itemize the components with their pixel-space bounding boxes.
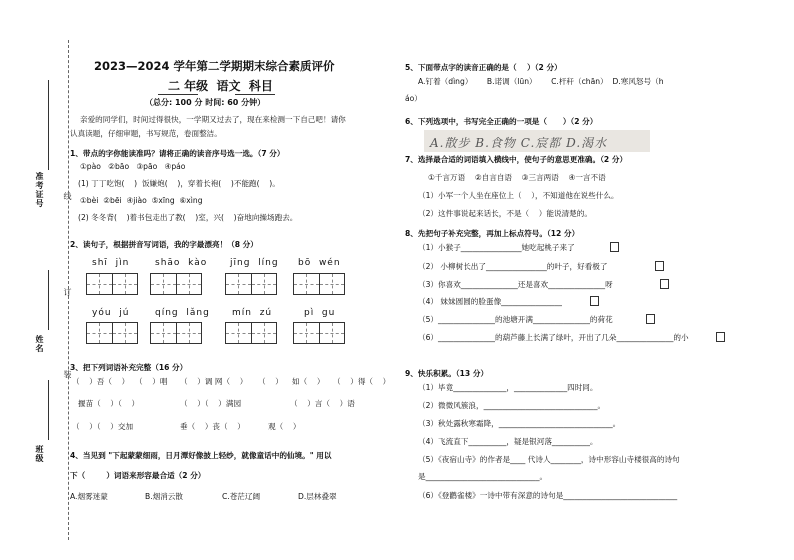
- q9-line[interactable]: 是______________________________。: [418, 472, 548, 481]
- writing-grid[interactable]: [293, 273, 345, 295]
- pinyin-8: pì gu: [304, 308, 336, 318]
- subject-underline: [235, 94, 275, 95]
- q1-title: 1、带点的字你能读准吗？请将正确的读音序号选一选。（7 分）: [70, 149, 285, 158]
- q3-item[interactable]: （ ）唱: [135, 377, 168, 386]
- writing-grid[interactable]: [86, 322, 138, 344]
- q4-line-1: 4、当见到 "下起蒙蒙细雨，日月潭好像披上轻纱，就像童话中的仙境。" 用以: [70, 451, 332, 460]
- bind-label-ding: 订: [63, 288, 72, 297]
- q5-title: 5、下面带点字的读音正确的是（ ）（2 分）: [405, 63, 562, 72]
- name-write-line[interactable]: [48, 270, 49, 330]
- grade-subject-line: 二 年级 语文 科目: [168, 79, 273, 93]
- q1-line-2: ①bèi ②bēi ④jiào ⑤xīng ⑥xìng: [80, 196, 203, 205]
- q4-option-a[interactable]: A.烟雾迷蒙: [70, 492, 108, 501]
- writing-grid[interactable]: [150, 322, 202, 344]
- writing-grid[interactable]: [86, 273, 138, 295]
- q6-title: 6、下列选项中，书写完全正确的一项是（ ）（2 分）: [405, 117, 598, 126]
- q3-item[interactable]: （ ）吾（ ）: [72, 377, 130, 386]
- intro-line-1: 亲爱的同学们，时间过得很快，一学期又过去了，现在来检测一下自己吧！请你: [80, 115, 346, 124]
- q8-line[interactable]: （2） 小柳树长出了________________的叶子，好看极了: [418, 262, 608, 271]
- class-label: 班级: [35, 445, 44, 463]
- q8-line[interactable]: （1）小猴子________________她吃起桃子来了: [418, 243, 575, 252]
- q9-line[interactable]: （3）秋处露秋寒霜降，______________________________。: [418, 419, 621, 428]
- q1-options: ①pào ②bāo ③pāo ④páo: [80, 162, 186, 171]
- q9-line[interactable]: （6）《登鹳雀楼》一诗中带有深意的诗句是______________________________: [418, 491, 678, 500]
- q1-line-3[interactable]: (2) 冬冬背( )着书包走出了教( )室，兴( )奋地向操场跑去。: [78, 213, 298, 222]
- q8-line[interactable]: （6）_______________的葫芦藤上长满了绿叶，开出了几朵_______________的小: [418, 333, 689, 342]
- line-label: 线: [63, 192, 72, 201]
- q3-item[interactable]: 观（ ）: [268, 422, 301, 431]
- q9-line[interactable]: （4）飞流直下__________，疑是银河落__________。: [418, 437, 598, 446]
- pinyin-2: shāo kào: [155, 258, 208, 268]
- pinyin-1: shī jìn: [92, 258, 130, 268]
- pinyin-5: yóu jú: [92, 308, 130, 318]
- pinyin-6: qíng lǎng: [155, 308, 210, 318]
- pinyin-4: bō wén: [298, 258, 341, 268]
- punctuation-box[interactable]: [660, 279, 669, 289]
- q4-option-c[interactable]: C.苍茫辽阔: [222, 492, 261, 501]
- q5-options-tail: áo）: [405, 94, 422, 103]
- name-label: 姓名: [35, 335, 44, 353]
- q3-item[interactable]: 揠苗（ ）（ ）: [78, 399, 140, 408]
- punctuation-box[interactable]: [590, 296, 599, 306]
- q9-line[interactable]: （2）微微风簇浪，______________________________。: [418, 401, 606, 410]
- q7-line-2[interactable]: （2）这件事说起来话长，不是（ ）能说清楚的。: [418, 209, 592, 218]
- q4-option-b[interactable]: B.烟消云散: [145, 492, 183, 501]
- q3-item[interactable]: （ ）调 网（ ）: [180, 377, 248, 386]
- writing-grid[interactable]: [150, 273, 202, 295]
- q9-line[interactable]: （1）毕竟______________，______________四时同。: [418, 383, 598, 392]
- writing-grid[interactable]: [225, 322, 277, 344]
- q8-line[interactable]: （3）你喜欢_______________还是喜欢_______________呀: [418, 280, 613, 289]
- q3-item[interactable]: （ ）: [258, 377, 283, 386]
- grade-underline: [158, 94, 198, 95]
- q2-title: 2、读句子，根据拼音写词语，我的字最漂亮！（8 分）: [70, 240, 258, 249]
- class-write-line[interactable]: [48, 380, 49, 440]
- punctuation-box[interactable]: [646, 314, 655, 324]
- q3-item[interactable]: （ ）（ ）交加: [72, 422, 134, 431]
- q8-line[interactable]: （5）_______________的池塘开满_______________的荷花: [418, 315, 613, 324]
- q8-title: 8、先把句子补充完整，再加上标点符号。（12 分）: [405, 229, 580, 238]
- q9-title: 9、快乐积累。（13 分）: [405, 369, 489, 378]
- pinyin-3: jīng líng: [230, 258, 279, 268]
- q7-title: 7、选择最合适的词语填入横线中，使句子的意思更准确。（2 分）: [405, 155, 628, 164]
- q3-item[interactable]: （ ）得（ ）: [333, 377, 391, 386]
- binding-dashed-line: [68, 40, 69, 540]
- exam-number-write-line[interactable]: [48, 80, 49, 170]
- q4-option-d[interactable]: D.层林叠翠: [298, 492, 337, 501]
- punctuation-box[interactable]: [655, 261, 664, 271]
- bind-label-zhuang: 装: [63, 370, 72, 379]
- exam-meta: （总分: 100 分 时间: 60 分钟）: [145, 98, 266, 107]
- writing-grid[interactable]: [293, 322, 345, 344]
- exam-number-label: 准考证号: [35, 172, 44, 208]
- q3-item[interactable]: 垂（ ）丧（ ）: [180, 422, 245, 431]
- q5-options[interactable]: A.钉着（dìng） B.诺调（lūn） C.杆秆（chān） D.寒风怒号（h: [418, 77, 664, 86]
- q3-title: 3、把下列词语补充完整（16 分）: [70, 363, 188, 372]
- q7-options: ①千言万语 ②自言自语 ③三言两语 ④一言不语: [428, 173, 606, 182]
- q7-line-1[interactable]: （1）小军一个人坐在座位上（ ），不知道他在说些什么。: [418, 191, 619, 200]
- punctuation-box[interactable]: [716, 332, 725, 342]
- q3-item[interactable]: （ ）（ ）满园: [180, 399, 242, 408]
- q4-line-2[interactable]: 下（ ）词语来形容最合适（2 分）: [70, 471, 206, 480]
- q8-line[interactable]: （4） 妹妹圆圆的脸蛋像________________: [418, 297, 562, 306]
- q6-handwritten-options: A.散步 B.食物 C.宸都 D.渴水: [424, 130, 650, 152]
- q1-line-1[interactable]: (1) 丁丁吃饱( ) 饭嫌炮( )，穿着长袍( )不能跑( )。: [78, 179, 280, 188]
- q9-line[interactable]: （5）《夜宿山寺》的作者是____ 代诗人________，诗中形容山寺楼很高的诗句: [418, 455, 680, 464]
- exam-title: 2023—2024 学年第二学期期末综合素质评价: [94, 59, 335, 73]
- intro-line-2: 认真读题，仔细审题，书写规范，卷面整洁。: [70, 129, 222, 138]
- punctuation-box[interactable]: [610, 242, 619, 252]
- writing-grid[interactable]: [225, 273, 277, 295]
- q3-item[interactable]: （ ）言（ ）语: [290, 399, 355, 408]
- pinyin-7: mín zú: [232, 308, 273, 318]
- q3-item[interactable]: 如（ ）: [292, 377, 325, 386]
